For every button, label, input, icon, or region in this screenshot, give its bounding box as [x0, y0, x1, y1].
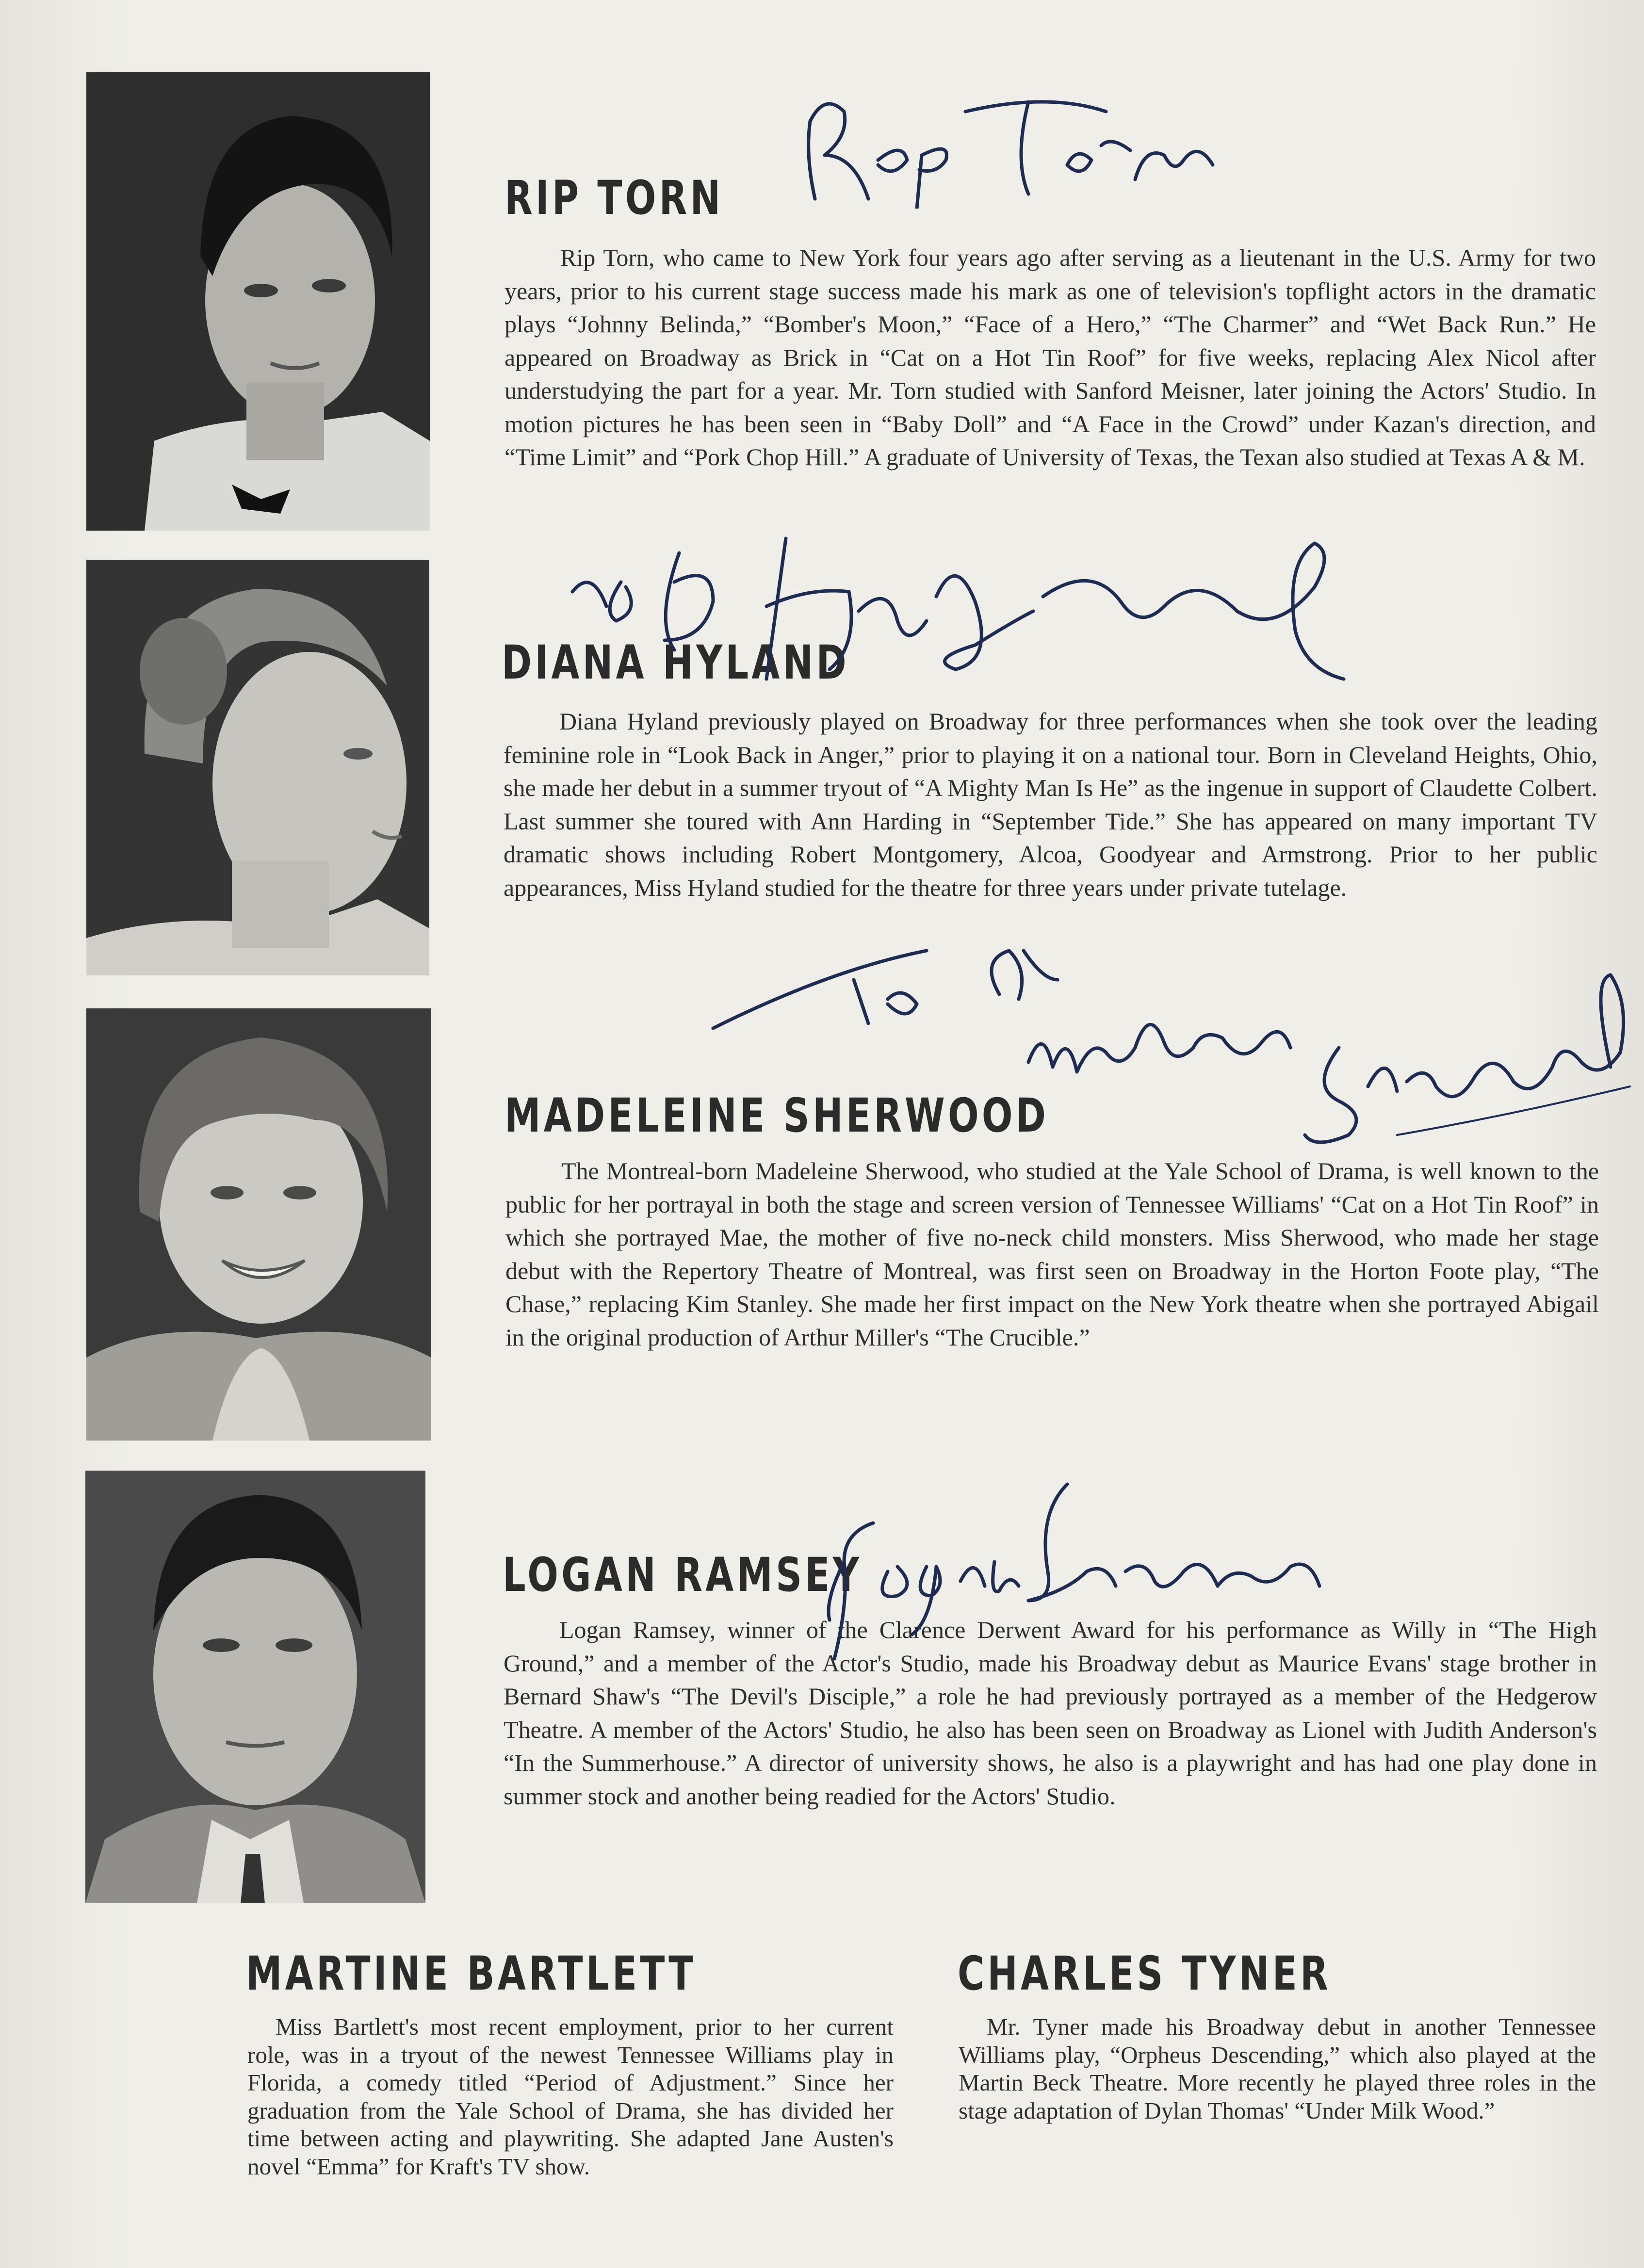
actor-bio-madeleine-sherwood: The Montreal-born Madeleine Sherwood, who studied at the Yale School of Drama, is well known to the public for her portrayal in both the stage and screen version of Tennessee Williams' “Cat on a Hot Tin Roof” in which she portrayed Mae, the mother of five no-neck child monsters. Miss Sherwood, who made her stage debut with the Repertory Theatre of Montreal, was first seen on Broadway in the Horton Foote play, “The Chase,” replacing Kim Stanley. She made her first impact on the New York theatre when she portrayed Abigail in the original production of Arthur Miller's “The Crucible.” [505, 1157, 1599, 1351]
actor-bio-martine-bartlett: Miss Bartlett's most recent employment, prior to her current role, was in a tryout of the newest Tennessee Williams play in Florida, a comedy titled “Period of Adjustment.” Since her graduation from the Yale School of Drama, she has divided her time between acting and playwriting. She adapted Jane Austen's novel “Emma” for Kraft's TV show. [247, 2013, 894, 2180]
actor-name-martine-bartlett: MARTINE BARTLETT [246, 1946, 697, 2001]
actor-name-madeleine-sherwood: MADELEINE SHERWOOD [505, 1088, 1049, 1143]
actor-bio-logan-ramsey: Logan Ramsey, winner of the Clarence Derwent Award for his performance as Willy in “The High Ground,” and a member of the Actor's Studio, made his Broadway debut as Maurice Evans' stage brother in Bernard Shaw's “The Devil's Disciple,” a role he had previously portrayed as a member of the Hedgerow Theatre. A member of the Actors' Studio, he also has been seen on Broadway as Lionel with Judith Anderson's “In the Summerhouse.” A director of university shows, he also is a playwright and has had one play done in summer stock and another being readied for the Actors' Studio. [504, 1616, 1597, 1810]
actor-bio-charles-tyner: Mr. Tyner made his Broadway debut in another Tennessee Williams play, “Orpheus Descending,” which also played at the Martin Beck Theatre. More recently he played three roles in the stage adaptation of Dylan Thomas' “Under Milk Wood.” [959, 2013, 1596, 2124]
actor-name-logan-ramsey: LOGAN RAMSEY [503, 1548, 863, 1602]
actor-name-charles-tyner: CHARLES TYNER [958, 1946, 1331, 2001]
diana-hyland-photo [86, 560, 429, 975]
rip-torn-photo [86, 72, 430, 531]
rip-torn-autograph [796, 82, 1232, 209]
actor-bio-rip-torn: Rip Torn, who came to New York four years ago after serving as a lieutenant in the U.S. Army for two years, prior to his current stage success made his mark as one of television's topflight actors in the dramatic plays “Johnny Belinda,” “Bomber's Moon,” “Face of a Hero,” “The Charmer” and “Wet Back Run.” He appeared on Broadway as Brick in “Cat on a Hot Tin Roof” for five weeks, replacing Alex Nicol after understudying the part for a year. Mr. Torn studied with Sanford Meisner, later joining the Actors' Studio. In motion pictures he has been seen in “Baby Doll” and “A Face in the Crowd” under Kazan's direction, and “Time Limit” and “Pork Chop Hill.” A graduate of University of Texas, the Texan also studied at Texas A & M. [505, 244, 1596, 470]
logan-ramsey-photo [85, 1471, 425, 1903]
madeleine-sherwood-photo [86, 1008, 431, 1441]
actor-bio-diana-hyland: Diana Hyland previously played on Broadway for three performances when she took over the leading feminine role in “Look Back in Anger,” prior to playing it on a national tour. Born in Cleveland Heights, Ohio, she made her debut in a summer tryout of “A Mighty Man Is He” as the ingenue in support of Claudette Colbert. Last summer she toured with Ann Harding in “September Tide.” She has appeared on many important TV dramatic shows including Robert Montgomery, Alcoa, Goodyear and Armstrong. Prior to her public appearances, Miss Hyland studied for the theatre for three years under private tutelage. [504, 708, 1597, 901]
actor-name-rip-torn: RIP TORN [505, 171, 724, 225]
actor-name-diana-hyland: DIANA HYLAND [502, 635, 849, 690]
